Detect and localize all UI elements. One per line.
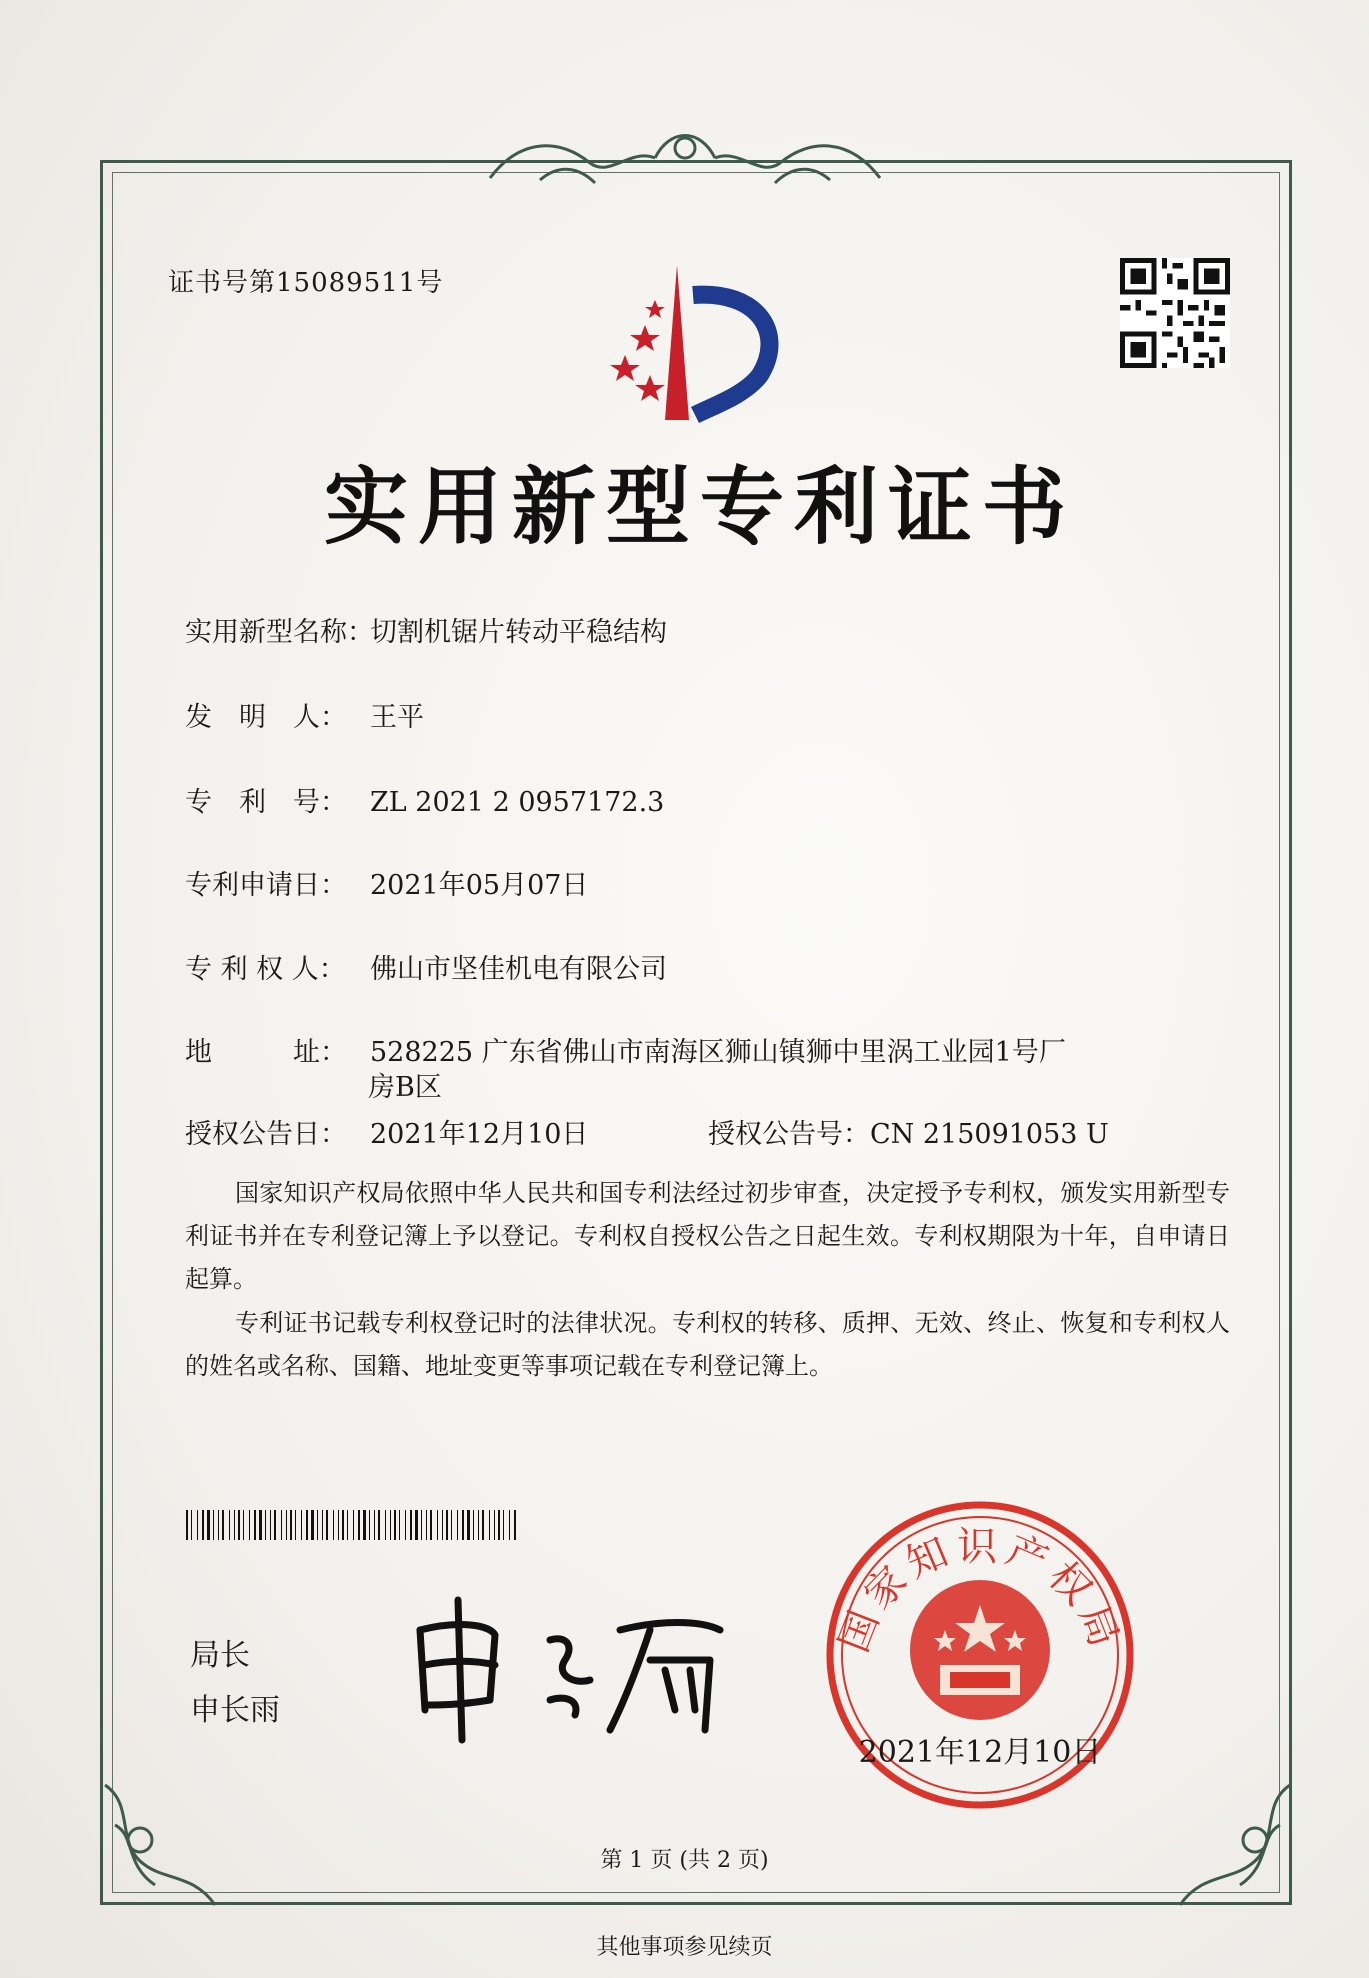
barcode-bar bbox=[213, 1510, 214, 1540]
field-address-label: 地 址： bbox=[185, 1037, 347, 1068]
barcode-bar bbox=[462, 1510, 464, 1540]
field-grant-date-label: 授权公告日： bbox=[185, 1119, 347, 1150]
field-patent-no bbox=[185, 780, 664, 819]
barcode-bar bbox=[306, 1510, 308, 1540]
director-signature bbox=[400, 1590, 730, 1750]
barcode-bar bbox=[489, 1510, 490, 1540]
paragraph-2: 专利证书记载专利权登记时的法律状况。专利权的转移、质押、无效、终止、恢复和专利权人的姓名或名称、国籍、地址变更等事项记载在专利登记簿上。 bbox=[185, 1309, 1230, 1380]
barcode-bar bbox=[363, 1510, 366, 1540]
barcode-bar bbox=[342, 1510, 344, 1540]
top-ornament bbox=[480, 118, 890, 198]
barcode-bar bbox=[186, 1510, 188, 1540]
page-number: 第 1 页 (共 2 页) bbox=[600, 1848, 769, 1873]
barcode-bar bbox=[405, 1510, 406, 1540]
seal-date: 2021年12月10日 bbox=[858, 1735, 1102, 1770]
barcode-bar bbox=[353, 1510, 354, 1540]
barcode-bar bbox=[442, 1510, 443, 1540]
barcode-bar bbox=[338, 1510, 339, 1540]
barcode-bar bbox=[286, 1510, 287, 1540]
barcode-bar bbox=[317, 1510, 318, 1540]
barcode-bar bbox=[509, 1510, 510, 1540]
barcode-bar bbox=[421, 1510, 422, 1540]
barcode-bar bbox=[437, 1510, 438, 1540]
barcode-bar bbox=[295, 1510, 296, 1540]
barcode-bar bbox=[457, 1510, 458, 1540]
barcode bbox=[186, 1510, 516, 1540]
field-patent-no-label: 专 利 号： bbox=[185, 787, 347, 818]
barcode-bar bbox=[243, 1510, 244, 1540]
bottom-right-ornament bbox=[1150, 1765, 1300, 1915]
field-inventor-label: 发 明 人： bbox=[185, 702, 347, 733]
barcode-bar bbox=[369, 1510, 370, 1540]
barcode-bar bbox=[390, 1510, 391, 1540]
barcode-bar bbox=[394, 1510, 396, 1540]
barcode-bar bbox=[290, 1510, 292, 1540]
field-patent-no-value: ZL 2021 2 0957172.3 bbox=[370, 787, 665, 818]
barcode-bar bbox=[333, 1510, 334, 1540]
barcode-bar bbox=[478, 1510, 479, 1540]
field-name-label: 实用新型名称： bbox=[185, 617, 374, 648]
barcode-bar bbox=[494, 1510, 495, 1540]
barcode-bar bbox=[503, 1510, 504, 1540]
barcode-bar bbox=[415, 1510, 418, 1540]
barcode-bar bbox=[238, 1510, 240, 1540]
field-address-line2: 房B区 bbox=[368, 1072, 442, 1103]
barcode-bar bbox=[311, 1510, 314, 1540]
barcode-bar bbox=[467, 1510, 470, 1540]
field-apply-date bbox=[185, 863, 588, 902]
barcode-bar bbox=[322, 1510, 323, 1540]
certificate-number: 证书号第15089511号 bbox=[168, 268, 444, 298]
barcode-bar bbox=[385, 1510, 386, 1540]
barcode-bar bbox=[514, 1510, 516, 1540]
field-grant-no-value: CN 215091053 U bbox=[870, 1119, 1109, 1150]
barcode-bar bbox=[259, 1510, 262, 1540]
seal-arc-text: 国家知识产权局 bbox=[830, 1524, 1130, 1659]
field-address-value: 528225 广东省佛山市南海区狮山镇狮中里涡工业园1号厂 bbox=[370, 1037, 1066, 1068]
barcode-bar bbox=[234, 1510, 235, 1540]
continued-note: 其他事项参见续页 bbox=[596, 1935, 773, 1960]
director-name: 申长雨 bbox=[190, 1693, 280, 1728]
barcode-bar bbox=[265, 1510, 266, 1540]
field-holder-value: 佛山市坚佳机电有限公司 bbox=[370, 954, 667, 985]
field-inventor bbox=[185, 695, 424, 734]
barcode-bar bbox=[358, 1510, 360, 1540]
barcode-bar bbox=[451, 1510, 452, 1540]
barcode-bar bbox=[410, 1510, 412, 1540]
field-name bbox=[185, 610, 667, 649]
barcode-bar bbox=[249, 1510, 250, 1540]
barcode-bar bbox=[378, 1510, 380, 1540]
barcode-bar bbox=[347, 1510, 348, 1540]
barcode-bar bbox=[399, 1510, 400, 1540]
barcode-bar bbox=[191, 1510, 192, 1540]
director-title: 局长 bbox=[190, 1638, 250, 1673]
barcode-bar bbox=[218, 1510, 219, 1540]
barcode-bar bbox=[374, 1510, 375, 1540]
certificate-title: 实用新型专利证书 bbox=[323, 458, 1076, 556]
barcode-bar bbox=[473, 1510, 474, 1540]
field-name-value: 切割机锯片转动平稳结构 bbox=[370, 617, 667, 648]
barcode-bar bbox=[482, 1510, 484, 1540]
field-apply-date-value: 2021年05月07日 bbox=[370, 870, 589, 901]
barcode-bar bbox=[197, 1510, 198, 1540]
field-grant-date bbox=[185, 1112, 588, 1151]
barcode-bar bbox=[274, 1510, 276, 1540]
paragraph-1: 国家知识产权局依照中华人民共和国专利法经过初步审查，决定授予专利权，颁发实用新型专利证书并在专利登记簿上予以登记。专利权自授权公告之日起生效。专利权期限为十年，自申请日起算。 bbox=[185, 1179, 1230, 1293]
bottom-left-ornament bbox=[95, 1765, 245, 1915]
field-inventor-value: 王平 bbox=[370, 702, 424, 733]
qr-code bbox=[1120, 258, 1230, 368]
barcode-bar bbox=[207, 1510, 210, 1540]
official-seal bbox=[825, 1500, 1135, 1810]
barcode-bar bbox=[446, 1510, 448, 1540]
barcode-bar bbox=[229, 1510, 230, 1540]
field-grant-date-value: 2021年12月10日 bbox=[370, 1119, 589, 1150]
field-grant-no bbox=[708, 1112, 1109, 1151]
field-grant-no-label: 授权公告号： bbox=[708, 1119, 870, 1150]
barcode-bar bbox=[498, 1510, 500, 1540]
barcode-bar bbox=[270, 1510, 271, 1540]
field-address bbox=[185, 1030, 1066, 1069]
cnipa-emblem-icon bbox=[585, 255, 800, 430]
field-holder-label: 专 利 权 人： bbox=[185, 954, 346, 985]
barcode-bar bbox=[430, 1510, 432, 1540]
field-apply-date-label: 专利申请日： bbox=[185, 870, 347, 901]
barcode-bar bbox=[222, 1510, 224, 1540]
field-holder bbox=[185, 947, 667, 986]
barcode-bar bbox=[254, 1510, 256, 1540]
barcode-bar bbox=[326, 1510, 328, 1540]
barcode-bar bbox=[281, 1510, 282, 1540]
barcode-bar bbox=[426, 1510, 427, 1540]
barcode-bar bbox=[202, 1510, 204, 1540]
barcode-bar bbox=[301, 1510, 302, 1540]
